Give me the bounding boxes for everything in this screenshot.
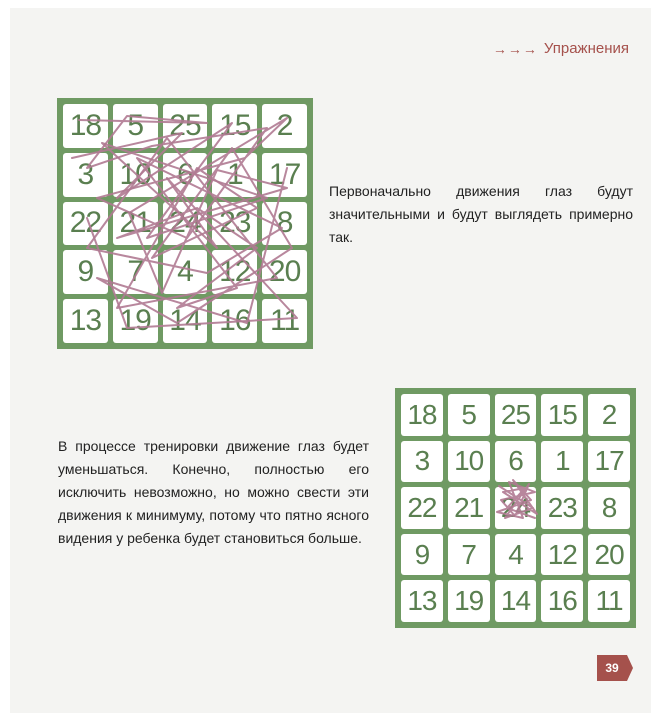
grid-cell: 2 <box>588 394 630 436</box>
grid-cell: 21 <box>448 487 490 529</box>
grid-cell: 23 <box>541 487 583 529</box>
grid-cell: 11 <box>262 299 307 343</box>
grid-cell: 14 <box>163 299 208 343</box>
grid-cell: 15 <box>212 104 257 148</box>
grid-cell: 5 <box>448 394 490 436</box>
grid-cell: 5 <box>113 104 158 148</box>
grid-cell: 4 <box>495 534 537 576</box>
section-title: Упражнения <box>543 40 629 57</box>
schulte-table-after <box>395 388 636 628</box>
grid-cell: 24 <box>495 487 537 529</box>
grid-cell: 9 <box>63 250 108 294</box>
grid-cell: 21 <box>113 202 158 246</box>
grid-cell: 1 <box>541 441 583 483</box>
grid-cell: 22 <box>401 487 443 529</box>
grid-cell: 17 <box>262 153 307 197</box>
grid-cell: 19 <box>113 299 158 343</box>
grid-cell: 6 <box>495 441 537 483</box>
grid-cell: 25 <box>163 104 208 148</box>
grid-cell: 8 <box>588 487 630 529</box>
page-number-badge: 39 <box>597 655 627 681</box>
grid-cell: 7 <box>113 250 158 294</box>
grid-cell: 1 <box>212 153 257 197</box>
arrows-icon: →→→ <box>492 40 538 57</box>
grid-cell: 16 <box>212 299 257 343</box>
grid-cell: 17 <box>588 441 630 483</box>
grid-cell: 12 <box>212 250 257 294</box>
section-header <box>493 40 629 57</box>
grid-cell: 10 <box>113 153 158 197</box>
grid-cell: 22 <box>63 202 108 246</box>
grid-cell: 4 <box>163 250 208 294</box>
paragraph-initial-movements: Первоначально движения глаз будут значительными и будут выглядеть примерно так. <box>329 183 633 245</box>
schulte-table-before <box>57 98 313 349</box>
grid-cell: 18 <box>63 104 108 148</box>
grid-cell: 13 <box>63 299 108 343</box>
grid-cell: 16 <box>541 580 583 622</box>
grid-cell: 6 <box>163 153 208 197</box>
grid-cell: 3 <box>63 153 108 197</box>
grid-cell: 11 <box>588 580 630 622</box>
grid-cell: 13 <box>401 580 443 622</box>
grid-cell: 23 <box>212 202 257 246</box>
grid-cell: 20 <box>262 250 307 294</box>
grid-cell: 10 <box>448 441 490 483</box>
grid-cell: 15 <box>541 394 583 436</box>
grid-cell: 18 <box>401 394 443 436</box>
grid-cell: 24 <box>163 202 208 246</box>
grid-cell: 3 <box>401 441 443 483</box>
paragraph-training-result: В процессе тренировки движение глаз будет уменьшаться. Конечно, полностью его исключить невозможно, но можно свести эти движения к минимуму, потому что пятно ясного видения у ребенка будет становиться больше. <box>58 438 369 546</box>
grid-cell: 2 <box>262 104 307 148</box>
grid-cell: 19 <box>448 580 490 622</box>
grid-cell: 12 <box>541 534 583 576</box>
grid-cell: 20 <box>588 534 630 576</box>
grid-cell: 8 <box>262 202 307 246</box>
grid-cell: 7 <box>448 534 490 576</box>
grid-cell: 14 <box>495 580 537 622</box>
grid-cell: 25 <box>495 394 537 436</box>
grid-cell: 9 <box>401 534 443 576</box>
